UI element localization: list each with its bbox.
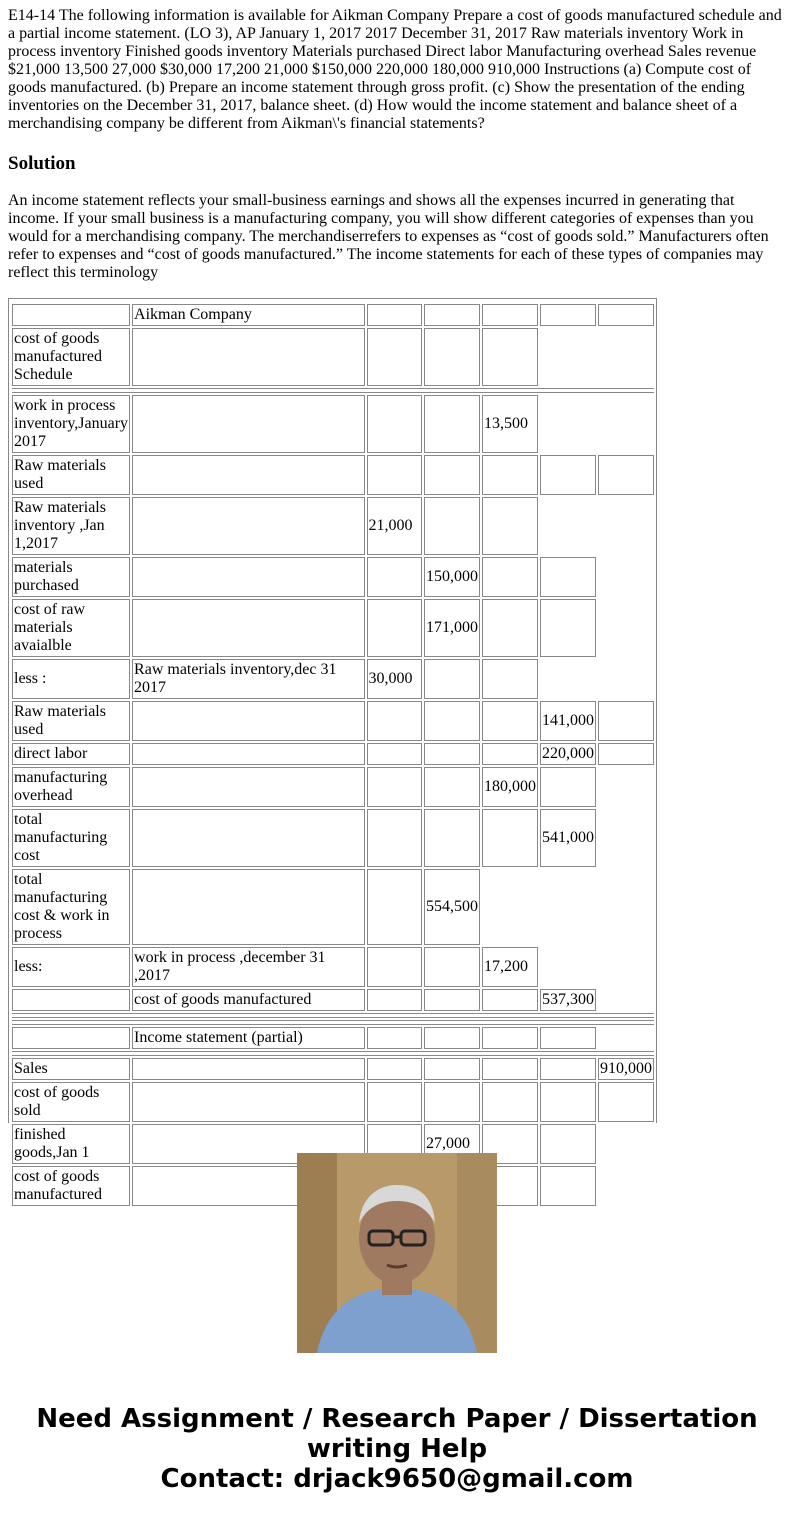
row-label: total manufacturing cost	[12, 809, 130, 867]
table-row	[12, 743, 654, 765]
solution-heading: Solution	[8, 153, 76, 174]
question-text: E14-14 The following information is available for Aikman Company Prepare a cost of goods manufactured schedule and a partial income statement. (LO 3), AP January 1, 2017 2017 December 31, 2017 Raw materials inventory Work in process inventory Finished goods inventory Materials purchased Direct labor Manufacturing overhead Sales revenue $21,000 13,500 27,000 $30,000 17,200 21,000 $150,000 220,000 180,000 910,000 Instructions (a) Compute cost of goods manufactured. (b) Prepare an income statement through gross profit. (c) Show the presentation of the ending inventories on the December 31, 2017, balance sheet. (d) How would the income statement and balance sheet of a merchandising company be different from Aikman\'s financial statements?	[8, 7, 782, 132]
row-label: Raw materials used	[12, 701, 130, 741]
table-cell	[598, 1082, 654, 1122]
table-cell	[367, 599, 422, 657]
table-cell	[424, 304, 480, 326]
schedule-table	[10, 302, 656, 1208]
table-cell	[132, 743, 364, 765]
row-value: 13,500	[482, 395, 538, 453]
table-cell	[424, 989, 480, 1011]
table-cell	[540, 767, 596, 807]
table-cell	[132, 1058, 364, 1080]
table-cell	[482, 989, 538, 1011]
table-cell	[424, 1027, 480, 1049]
table-cell	[482, 328, 538, 386]
row-value: 150,000	[424, 557, 480, 597]
row-label: manufacturing overhead	[12, 767, 130, 807]
table-cell	[540, 1027, 596, 1049]
table-cell	[132, 1082, 364, 1122]
table-cell	[540, 1124, 596, 1164]
table-divider	[12, 1020, 654, 1025]
row-label: cost of goods sold	[12, 1082, 130, 1122]
table-row	[12, 869, 654, 945]
table-row	[12, 395, 654, 453]
table-cell	[424, 947, 480, 987]
row-label: work in process inventory,January 2017	[12, 395, 130, 453]
table-cell	[424, 395, 480, 453]
row-label: less :	[12, 659, 130, 699]
row-value: 30,000	[367, 659, 422, 699]
row-value: 910,000	[598, 1058, 654, 1080]
table-cell	[482, 1058, 538, 1080]
row-value: 541,000	[540, 809, 596, 867]
table-cell	[132, 701, 364, 741]
table-row	[12, 989, 654, 1011]
table-cell	[132, 497, 364, 555]
schedule-table-container	[8, 298, 657, 1203]
table-cell	[482, 659, 538, 699]
table-cell	[424, 767, 480, 807]
table-cell	[367, 947, 422, 987]
row-label: Sales	[12, 1058, 130, 1080]
avatar	[297, 1153, 497, 1353]
table-cell	[540, 1082, 596, 1122]
table-cell	[367, 1058, 422, 1080]
table-cell	[540, 1166, 596, 1206]
table-cell	[132, 328, 364, 386]
table-cell	[132, 767, 364, 807]
table-row	[12, 947, 654, 987]
table-cell	[598, 455, 654, 495]
row-value: 220,000	[540, 743, 596, 765]
income-statement-title: Income statement (partial)	[132, 1027, 364, 1049]
table-row	[12, 1027, 654, 1049]
row-label: cost of goods manufactured	[12, 1166, 130, 1206]
table-row	[12, 557, 654, 597]
row-label: cost of raw materials avaialble	[12, 599, 130, 657]
table-cell	[424, 743, 480, 765]
row-value: 554,500	[424, 869, 480, 945]
promo-line: Need Assignment / Research Paper / Dissertation	[36, 1404, 758, 1434]
table-cell	[367, 1082, 422, 1122]
table-cell	[424, 328, 480, 386]
table-cell	[598, 701, 654, 741]
row-label: Raw materials used	[12, 455, 130, 495]
table-cell	[424, 1082, 480, 1122]
person-photo-icon	[297, 1153, 497, 1353]
table-cell	[367, 809, 422, 867]
table-row	[12, 497, 654, 555]
table-cell	[132, 455, 364, 495]
table-cell	[367, 989, 422, 1011]
row-label: direct labor	[12, 743, 130, 765]
table-cell	[424, 809, 480, 867]
answer-text: An income statement reflects your small-business earnings and shows all the expenses incurred in generating that income. If your small business is a manufacturing company, you will show different categories of expenses than you would for a merchandising company. The merchandiserrefers to expenses as “cost of goods sold.” Manufacturers often refer to expenses and “cost of goods manufactured.” The income statements for each of these types of companies may reflect this terminology	[8, 192, 769, 281]
table-cell	[482, 743, 538, 765]
row-label: Raw materials inventory,dec 31 2017	[132, 659, 364, 699]
table-divider	[12, 1051, 654, 1056]
row-value: 180,000	[482, 767, 538, 807]
table-cell	[367, 328, 422, 386]
table-cell	[482, 1082, 538, 1122]
table-cell	[482, 809, 538, 867]
table-cell	[482, 557, 538, 597]
table-cell	[367, 304, 422, 326]
table-cell	[540, 557, 596, 597]
table-cell	[132, 869, 364, 945]
row-label: less:	[12, 947, 130, 987]
row-label: cost of goods manufactured	[132, 989, 364, 1011]
table-row	[12, 659, 654, 699]
table-cell	[12, 1027, 130, 1049]
table-cell	[482, 497, 538, 555]
table-cell	[482, 599, 538, 657]
promo-line: writing Help	[306, 1434, 488, 1464]
row-value: 21,000	[367, 497, 422, 555]
table-cell	[12, 989, 130, 1011]
table-cell	[424, 455, 480, 495]
table-cell	[132, 599, 364, 657]
table-cell	[367, 743, 422, 765]
row-label: materials purchased	[12, 557, 130, 597]
schedule-title: cost of goods manufactured Schedule	[12, 328, 130, 386]
table-cell	[367, 869, 422, 945]
table-divider	[12, 388, 654, 393]
row-value: 17,200	[482, 947, 538, 987]
table-row	[12, 304, 654, 326]
table-cell	[132, 809, 364, 867]
row-value: 27,000	[424, 1124, 480, 1164]
table-cell	[598, 743, 654, 765]
promo-banner	[0, 1404, 794, 1494]
table-cell	[540, 304, 596, 326]
table-cell	[540, 455, 596, 495]
table-row	[12, 599, 654, 657]
row-value: 537,300	[540, 989, 596, 1011]
table-row	[12, 1058, 654, 1080]
table-divider	[12, 1013, 654, 1018]
table-cell	[367, 557, 422, 597]
table-cell	[424, 659, 480, 699]
table-cell	[367, 1027, 422, 1049]
row-label: work in process ,december 31 ,2017	[132, 947, 364, 987]
row-label: finished goods,Jan 1	[12, 1124, 130, 1164]
promo-contact: Contact: drjack9650@gmail.com	[160, 1464, 634, 1494]
row-label: total manufacturing cost & work in process	[12, 869, 130, 945]
table-cell	[540, 1058, 596, 1080]
table-cell	[12, 304, 130, 326]
table-cell	[132, 557, 364, 597]
table-cell	[482, 455, 538, 495]
table-cell	[482, 304, 538, 326]
row-value: 171,000	[424, 599, 480, 657]
table-row	[12, 809, 654, 867]
row-label: Raw materials inventory ,Jan 1,2017	[12, 497, 130, 555]
table-cell	[482, 701, 538, 741]
table-cell	[367, 701, 422, 741]
table-cell	[367, 395, 422, 453]
table-cell	[598, 304, 654, 326]
table-row	[12, 701, 654, 741]
table-cell	[482, 1027, 538, 1049]
table-cell	[424, 701, 480, 741]
table-cell	[540, 599, 596, 657]
table-cell	[132, 395, 364, 453]
table-cell	[424, 497, 480, 555]
table-row	[12, 767, 654, 807]
table-cell	[367, 455, 422, 495]
table-row	[12, 455, 654, 495]
table-row	[12, 328, 654, 386]
table-row	[12, 1082, 654, 1122]
table-cell	[367, 767, 422, 807]
row-value: 141,000	[540, 701, 596, 741]
company-name: Aikman Company	[132, 304, 364, 326]
table-cell	[424, 1058, 480, 1080]
